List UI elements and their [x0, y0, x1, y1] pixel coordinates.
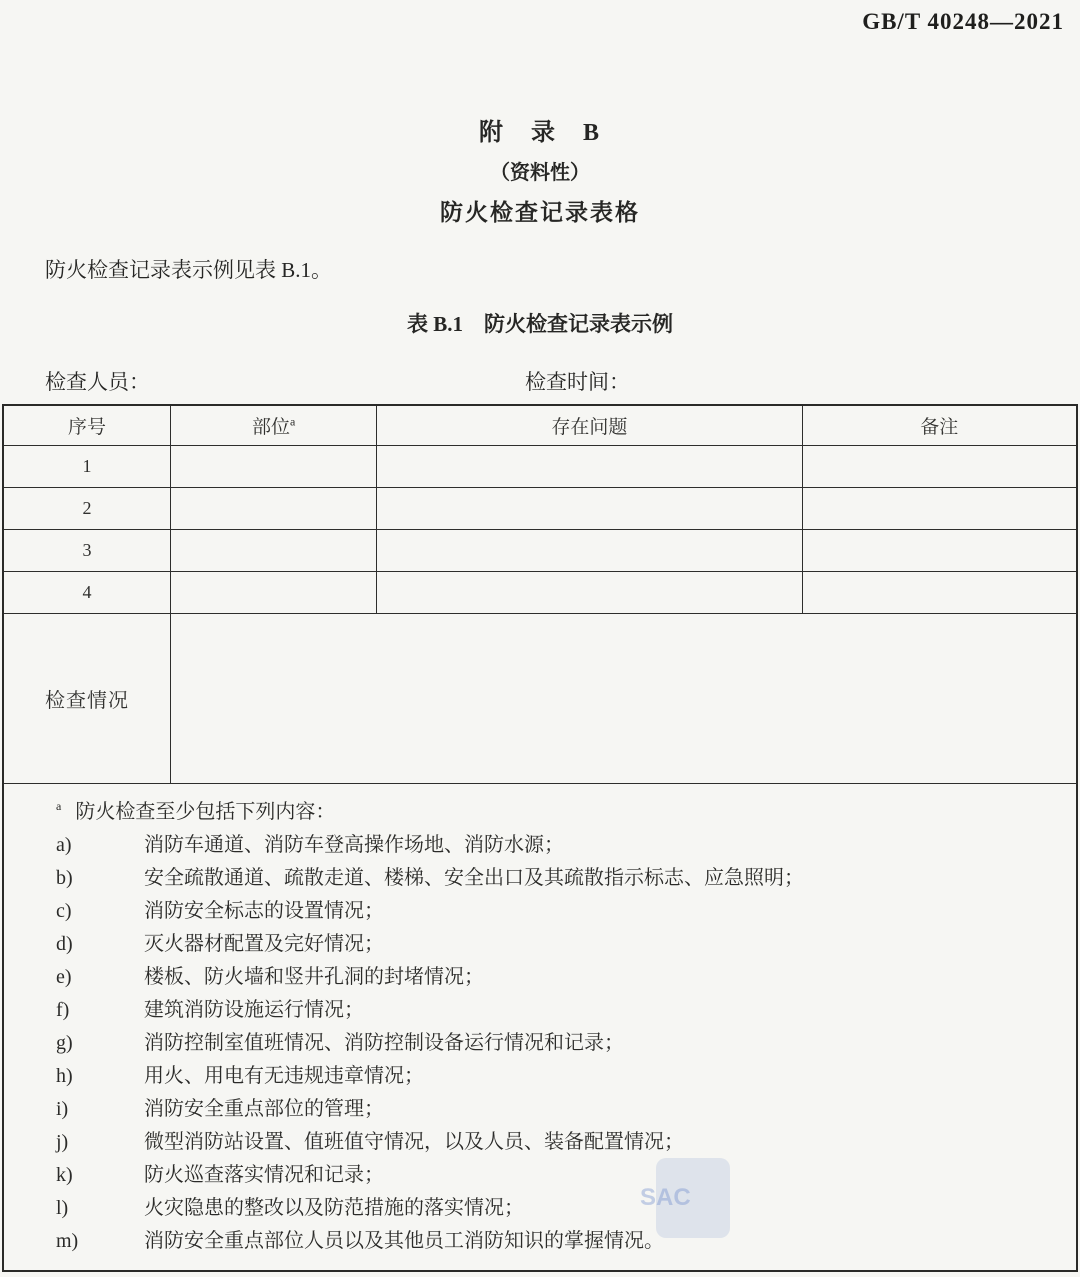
footnote-item — [56, 1159, 1058, 1192]
footnote-item — [56, 1093, 1058, 1126]
situation-content-cell — [171, 613, 1077, 783]
header-remarks: 备注 — [802, 405, 1077, 445]
footnote-item-label: c) — [56, 899, 72, 922]
footnote-item-text: 微型消防站设置、值班值守情况，以及人员、装备配置情况； — [144, 1130, 684, 1153]
appendix-subject: 防火检查记录表格 — [440, 200, 640, 225]
empty-cell — [802, 529, 1077, 571]
footnote-item — [56, 829, 1058, 862]
table-caption: 表 B.1 防火检查记录表示例 — [406, 312, 673, 336]
footnote-item-text: 用火、用电有无违规违章情况； — [144, 1064, 424, 1087]
footnote-item-text: 消防安全重点部位的管理； — [144, 1097, 384, 1120]
footnote-item-label: e) — [56, 965, 72, 988]
footnote-item — [56, 994, 1058, 1027]
footnote-item — [56, 961, 1058, 994]
footnote-item-label: g) — [56, 1031, 73, 1054]
footnote-item — [56, 1027, 1058, 1060]
row-number: 2 — [3, 487, 171, 529]
header-location-footnote-ref: a — [289, 414, 296, 429]
empty-cell — [171, 571, 377, 613]
standard-number: GB/T 40248—2021 — [862, 9, 1064, 34]
footnote-cell — [3, 783, 1077, 1271]
footnote-item — [56, 895, 1058, 928]
footnote-item-label: h) — [56, 1064, 73, 1087]
form-labels-row — [0, 366, 1080, 394]
sac-watermark-text: SAC — [640, 1184, 691, 1211]
footnote-item-text: 建筑消防设施运行情况； — [144, 998, 364, 1021]
footnote-item-text: 楼板、防火墙和竖井孔洞的封堵情况； — [144, 965, 484, 988]
appendix-heading: 附 录 B — [478, 120, 601, 146]
situation-row — [3, 613, 1077, 783]
empty-cell — [171, 487, 377, 529]
footnote-item-label: m) — [56, 1229, 79, 1252]
footnote-intro-text: 防火检查至少包括下列内容： — [75, 800, 336, 823]
empty-cell — [802, 487, 1077, 529]
table-row — [3, 571, 1077, 613]
footnote-marker: a — [56, 798, 62, 813]
row-number: 4 — [3, 571, 171, 613]
footnote-item-label: d) — [56, 932, 73, 955]
footnote-item-text: 灭火器材配置及完好情况； — [144, 932, 384, 955]
empty-cell — [802, 571, 1077, 613]
footnote-item — [56, 1225, 1058, 1258]
table-row — [3, 529, 1077, 571]
empty-cell — [171, 529, 377, 571]
inspection-time-label: 检查时间： — [525, 370, 630, 394]
footnote-item-label: f) — [56, 998, 70, 1021]
appendix-type-label: （资料性） — [490, 162, 590, 184]
header-seq: 序号 — [3, 405, 171, 445]
footnote-item-text: 消防车通道、消防车登高操作场地、消防水源； — [144, 833, 564, 856]
footnote-row — [3, 783, 1077, 1271]
header-location-label: 部位 — [251, 416, 290, 438]
footnote-item-label: j) — [56, 1130, 69, 1153]
table-header-row — [3, 405, 1077, 445]
footnote-item — [56, 928, 1058, 961]
table-row — [3, 445, 1077, 487]
footnote-item-text: 火灾隐患的整改以及防范措施的落实情况； — [144, 1196, 524, 1219]
footnote-item-text: 安全疏散通道、疏散走道、楼梯、安全出口及其疏散指示标志、应急照明； — [144, 866, 804, 889]
empty-cell — [377, 445, 802, 487]
footnote-item — [56, 1126, 1058, 1159]
footnote-item-label: a) — [56, 833, 72, 856]
sac-watermark — [640, 1158, 730, 1238]
table-row — [3, 487, 1077, 529]
footnote-item-label: k) — [56, 1163, 73, 1186]
footnote-item-label: i) — [56, 1097, 69, 1120]
inspector-label: 检查人员： — [45, 370, 150, 394]
footnote-item-text: 消防控制室值班情况、消防控制设备运行情况和记录； — [144, 1031, 624, 1054]
row-number: 1 — [3, 445, 171, 487]
empty-cell — [171, 445, 377, 487]
situation-label: 检查情况 — [3, 613, 171, 783]
footnote-item-label: b) — [56, 866, 73, 889]
footnote-item — [56, 862, 1058, 895]
empty-cell — [377, 571, 802, 613]
header-location — [171, 405, 377, 445]
empty-cell — [802, 445, 1077, 487]
footnote-item — [56, 1060, 1058, 1093]
intro-paragraph: 防火检查记录表示例见表 B.1。 — [45, 258, 333, 282]
footnote-intro — [56, 796, 1058, 829]
footnote-item-text: 消防安全标志的设置情况； — [144, 899, 384, 922]
row-number: 3 — [3, 529, 171, 571]
footnote-item-text: 防火巡查落实情况和记录； — [144, 1163, 384, 1186]
empty-cell — [377, 529, 802, 571]
footnote-item-text: 消防安全重点部位人员以及其他员工消防知识的掌握情况。 — [144, 1229, 664, 1252]
fire-inspection-record-table — [2, 404, 1078, 1272]
footnote-item — [56, 1192, 1058, 1225]
empty-cell — [377, 487, 802, 529]
header-problems: 存在问题 — [377, 405, 802, 445]
footnote-item-label: l) — [56, 1196, 69, 1219]
